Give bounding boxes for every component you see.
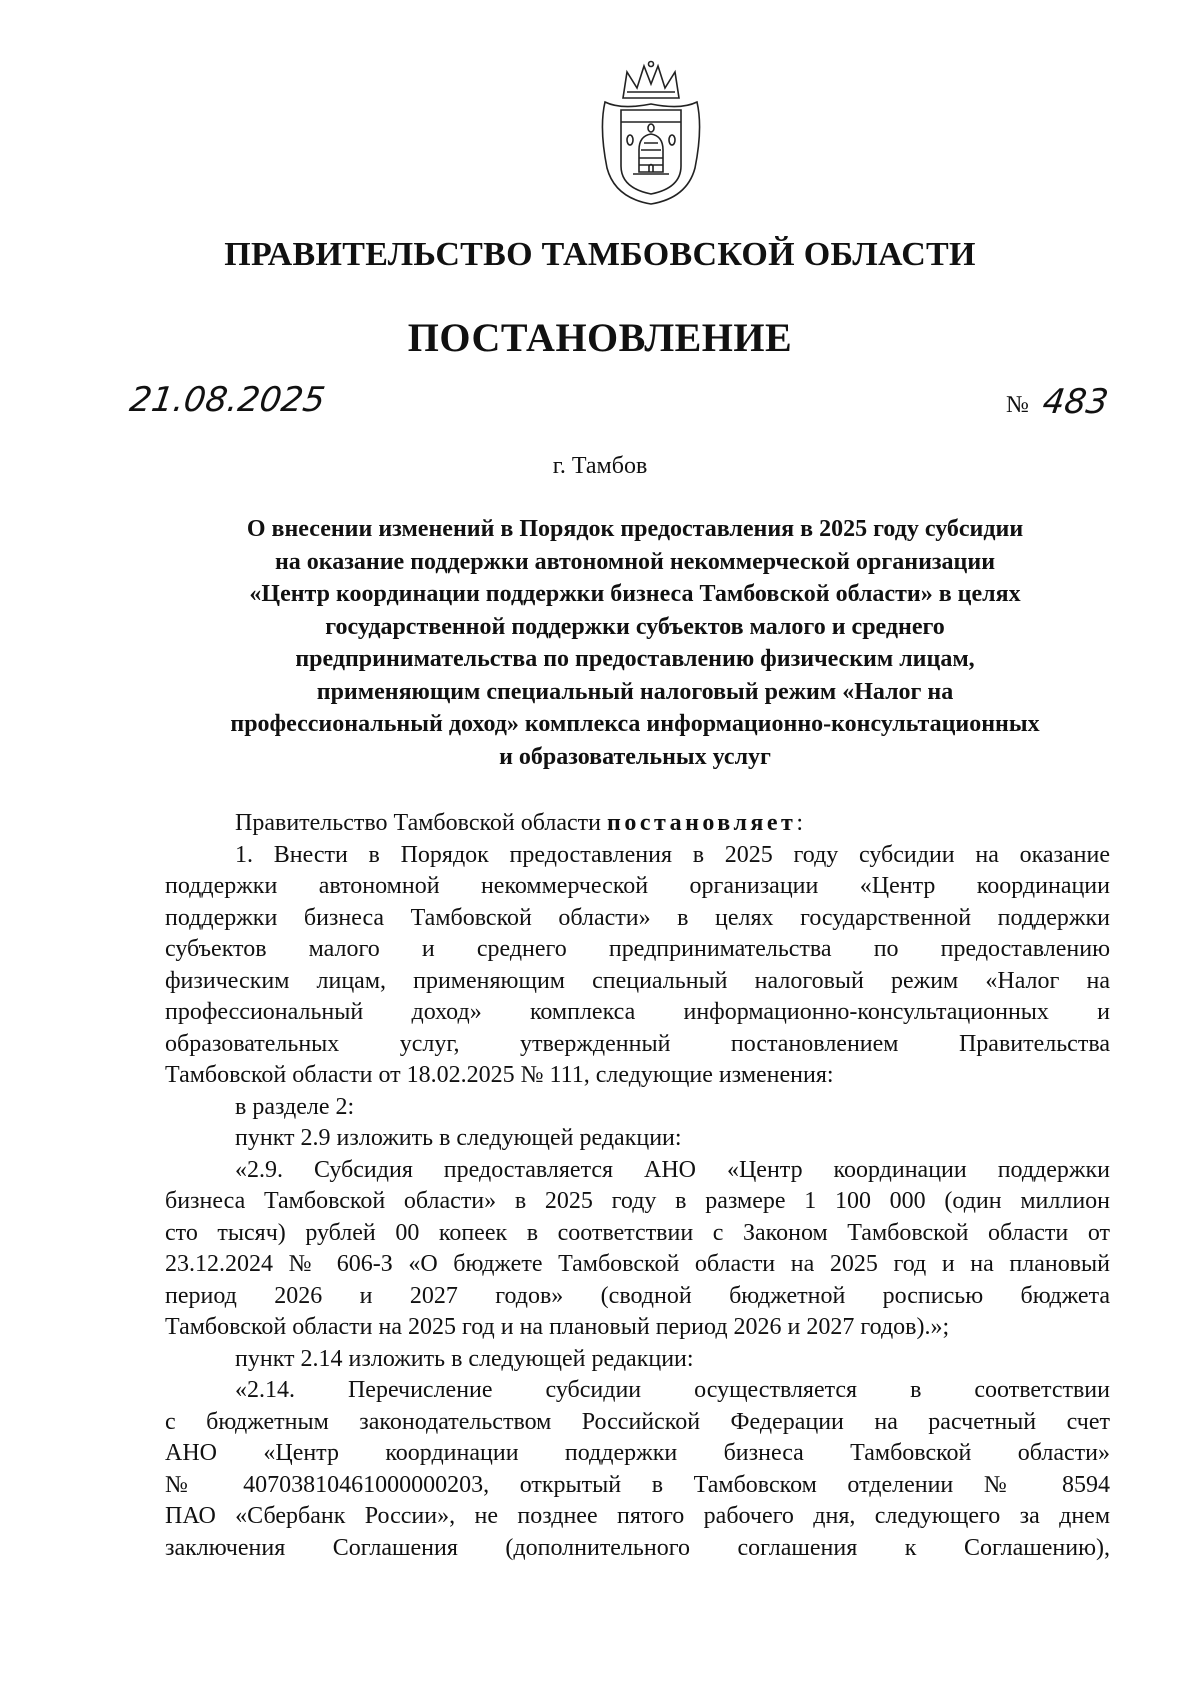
body-line: в разделе 2:: [235, 1093, 355, 1120]
body-line: 1. Внести в Порядок предоставления в 2025 году субсидии на оказание: [235, 841, 1110, 868]
decree-suffix: :: [796, 810, 803, 836]
body-line: профессиональный доход» комплекса информационно-консультационных и: [165, 999, 1110, 1025]
city: г. Тамбов: [552, 453, 648, 479]
body-line: пункт 2.14 изложить в следующей редакции:: [235, 1345, 694, 1372]
document-number-label: №: [1006, 392, 1029, 418]
heading-line: государственной поддержки субъектов малого и среднего: [325, 613, 945, 640]
body-line: сто тысяч) рублей 00 копеек в соответствии с Законом Тамбовской области от: [165, 1219, 1110, 1246]
body-line: Тамбовской области от 18.02.2025 № 111, следующие изменения:: [165, 1062, 834, 1088]
body-line: «2.14. Перечисление субсидии осуществляется в соответствии: [235, 1377, 1110, 1403]
decree-prefix: Правительство Тамбовской области: [235, 810, 607, 836]
heading-line: «Центр координации поддержки бизнеса Тамбовской области» в целях: [249, 581, 1021, 607]
heading-line: предпринимательства по предоставлению физическим лицам,: [295, 646, 975, 672]
body-line: субъектов малого и среднего предпринимательства по предоставлению: [165, 936, 1110, 962]
body-line: № 40703810461000000203, открытый в Тамбовском отделении № 8594: [165, 1471, 1110, 1498]
body-line: поддержки автономной некоммерческой организации «Центр координации: [165, 873, 1110, 899]
body-line: физическим лицам, применяющим специальный налоговый режим «Налог на: [165, 967, 1110, 994]
heading-line: применяющим специальный налоговый режим «Налог на: [316, 678, 954, 705]
document-date: 21.08.2025: [127, 380, 328, 420]
body-line: с бюджетным законодательством Российской Федерации на расчетный счет: [165, 1408, 1110, 1435]
body-line: АНО «Центр координации поддержки бизнеса Тамбовской области»: [165, 1440, 1110, 1466]
coat-of-arms-emblem: [597, 58, 705, 208]
heading-line: и образовательных услуг: [499, 743, 771, 770]
document-number: 483: [1040, 382, 1111, 422]
organization-title: ПРАВИТЕЛЬСТВО ТАМБОВСКОЙ ОБЛАСТИ: [224, 236, 976, 273]
body-line: пункт 2.9 изложить в следующей редакции:: [235, 1125, 682, 1151]
decree-line: [165, 808, 1110, 840]
heading-line: О внесении изменений в Порядок предоставления в 2025 году субсидии: [246, 516, 1024, 542]
body-line: Тамбовской области на 2025 год и на плановый период 2026 и 2027 годов).»;: [165, 1314, 950, 1340]
document-type: ПОСТАНОВЛЕНИЕ: [407, 315, 793, 360]
body-line: период 2026 и 2027 годов» (сводной бюджетной росписью бюджета: [165, 1282, 1110, 1309]
heading-line: профессиональный доход» комплекса информационно-консультационных: [230, 711, 1040, 737]
document-heading: [160, 513, 1110, 773]
body-line: 23.12.2024 № 606-З «О бюджете Тамбовской области на 2025 год и на плановый: [165, 1251, 1110, 1277]
body-line: бизнеса Тамбовской области» в 2025 году в размере 1 100 000 (один миллион: [165, 1188, 1110, 1214]
body-line: «2.9. Субсидия предоставляется АНО «Центр координации поддержки: [235, 1156, 1110, 1183]
decree-word: постановляет: [607, 810, 797, 836]
document-body: [165, 808, 1110, 1564]
body-line: образовательных услуг, утвержденный постановлением Правительства: [165, 1030, 1110, 1057]
body-line: заключения Соглашения (дополнительного соглашения к Соглашению),: [165, 1534, 1110, 1561]
heading-line: на оказание поддержки автономной некоммерческой организации: [274, 548, 996, 575]
body-line: ПАО «Сбербанк России», не позднее пятого рабочего дня, следующего за днем: [165, 1503, 1110, 1529]
body-line: поддержки бизнеса Тамбовской области» в целях государственной поддержки: [165, 904, 1110, 931]
